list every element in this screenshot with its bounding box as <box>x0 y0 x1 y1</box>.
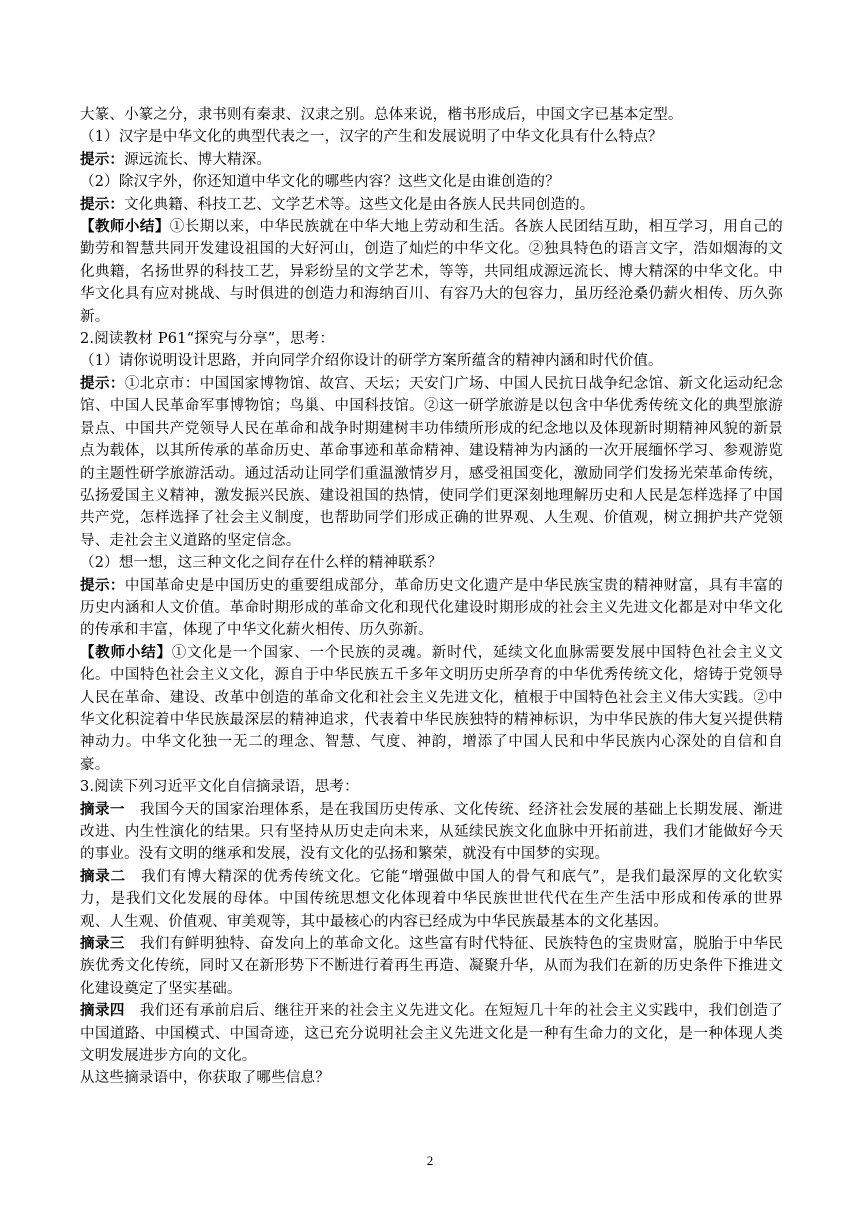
page-number: 2 <box>426 1153 434 1168</box>
summary-label: 【教师小结】 <box>80 218 170 236</box>
hint-label: 提示： <box>80 195 125 213</box>
closing-question: 从这些摘录语中，你获取了哪些信息？ <box>80 1070 330 1087</box>
answer-3 <box>80 373 783 552</box>
answer-1 <box>80 149 783 171</box>
question-4: （2）想一想，这三种文化之间存在什么样的精神联系？ <box>80 555 443 572</box>
answer-4 <box>80 575 783 642</box>
excerpt-label: 摘录一 <box>80 800 125 818</box>
excerpt-2 <box>80 866 783 933</box>
excerpt-text: 我国今天的国家治理体系，是在我国历史传承、文化传统、经济社会发展的基础上长期发展、渐进改进、内生性演化的结果。只有坚持从历史走向未来，从延续民族文化血脉中开拓前进，我们才能做好今天的事业。没有文明的继承和发展，没有文化的弘扬和繁荣，就没有中国梦的实现。 <box>80 801 783 863</box>
summary-label: 【教师小结】 <box>80 643 172 661</box>
excerpt-1 <box>80 799 783 866</box>
hint-label: 提示： <box>80 374 125 392</box>
summary-text: ①长期以来，中华民族就在中华大地上劳动和生活。各族人民团结互助，相互学习，用自己的勤劳和智慧共同开发建设祖国的大好河山，创造了灿烂的中华文化。②独具特色的语言文字，浩如烟海的文化典籍，名扬世界的科技工艺，异彩纷呈的文学艺术，等等，共同组成源远流长、博大精深的中华文化。中华文化具有应对挑战、与时俱进的创造力和海纳百川、有容乃大的包容力，虽历经沧桑仍薪火相传、历久弥新。 <box>80 219 783 325</box>
question-2: （2）除汉字外，你还知道中华文化的哪些内容？这些文化是由谁创造的？ <box>80 174 560 191</box>
hint-label: 提示： <box>80 576 125 594</box>
excerpt-label: 摘录四 <box>80 1002 125 1020</box>
task-2-heading: 2.阅读教材 P61“探究与分享”，思考： <box>80 331 335 348</box>
question-1: （1）汉字是中华文化的典型代表之一，汉字的产生和发展说明了中华文化具有什么特点？ <box>80 129 663 146</box>
answer-2 <box>80 194 783 216</box>
answer-text: 文化典籍、科技工艺、文学艺术等。这些文化是由各族人民共同创造的。 <box>124 196 595 213</box>
excerpt-label: 摘录二 <box>80 867 126 885</box>
teacher-summary-2 <box>80 642 783 776</box>
paragraph-continuation: 大篆、小篆之分，隶书则有秦隶、汉隶之别。总体来说，楷书形成后，中国文字已基本定型。 <box>80 107 683 123</box>
question-3: （1）请你说明设计思路，并向同学介绍你设计的研学方案所蕴含的精神内涵和时代价值。 <box>80 353 663 370</box>
excerpt-label: 摘录三 <box>80 935 125 953</box>
answer-text: 中国革命史是中国历史的重要组成部分，革命历史文化遗产是中华民族宝贵的精神财富，具有丰富的历史内涵和人文价值。革命时期形成的革命文化和现代化建设时期形成的社会主义先进文化都是对中华文化的传承和丰富，体现了中华文化薪火相传、历久弥新。 <box>80 577 783 639</box>
excerpt-text: 我们有博大精深的优秀传统文化。它能“增强做中国人的骨气和底气”，是我们最深厚的文化软实力，是我们文化发展的母体。中国传统思想文化体现着中华民族世世代代在生产生活中形成和传承的世界观、人生观、价值观、审美观等，其中最核心的内容已经成为中华民族最基本的文化基因。 <box>80 868 784 930</box>
teacher-summary-1 <box>80 216 783 328</box>
excerpt-4 <box>80 1000 783 1067</box>
excerpt-text: 我们有鲜明独特、奋发向上的革命文化。这些富有时代特征、民族特色的宝贵财富，脱胎于中华民族优秀文化传统，同时又在新形势下不断进行着再生再造、凝聚升华，从而为我们在新的历史条件下推进文化建设奠定了坚实基础。 <box>80 936 783 997</box>
task-3-heading: 3.阅读下列习近平文化自信摘录语，思考： <box>80 779 359 796</box>
answer-text: ①北京市：中国国家博物馆、故宫、天坛；天安门广场、中国人民抗日战争纪念馆、新文化运动纪念馆、中国人民革命军事博物馆；鸟巢、中国科技馆。②这一研学旅游是以包含中华优秀传统文化的典型旅游景点、中国共产党领导人民在革命和战争时期建树丰功伟绩所形成的纪念地以及体现新时期精神风貌的新景点为载体，以其所传承的革命历史、革命事迹和革命精神、建设精神为内涵的一次开展缅怀学习、参观游览的主题性研学旅游活动。通过活动让同学们重温激情岁月，感受祖国变化，激励同学们发扬光荣革命传统，弘扬爱国主义精神，激发振兴民族、建设祖国的热情，使同学们更深刻地理解历史和人民是怎样选择了中国共产党，怎样选择了社会主义制度，也帮助同学们形成正确的世界观、人生观、价值观，树立拥护共产党领导、走社会主义道路的坚定信念。 <box>80 375 783 549</box>
excerpt-3 <box>80 933 783 1000</box>
answer-text: 源远流长、博大精深。 <box>124 151 272 168</box>
summary-text: ①文化是一个国家、一个民族的灵魂。新时代，延续文化血脉需要发展中国特色社会主义文化。中国特色社会主义文化，源自于中华民族五千多年文明历史所孕育的中华优秀传统文化，熔铸于党领导人民在革命、建设、改革中创造的革命文化和社会主义先进文化，植根于中国特色社会主义伟大实践。②中华文化积淀着中华民族最深层的精神追求，代表着中华民族独特的精神标识，为中华民族的伟大复兴提供精神动力。中华文化独一无二的理念、智慧、气度、神韵，增添了中国人民和中华民族内心深处的自信和自豪。 <box>80 644 784 773</box>
hint-label: 提示： <box>80 150 125 168</box>
excerpt-text: 我们还有承前启后、继往开来的社会主义先进文化。在短短几十年的社会主义实践中，我们创造了中国道路、中国模式、中国奇迹，这已充分说明社会主义先进文化是一种有生命力的文化，是一种体现人类文明发展进步方向的文化。 <box>80 1003 783 1065</box>
page-content <box>80 104 783 1090</box>
